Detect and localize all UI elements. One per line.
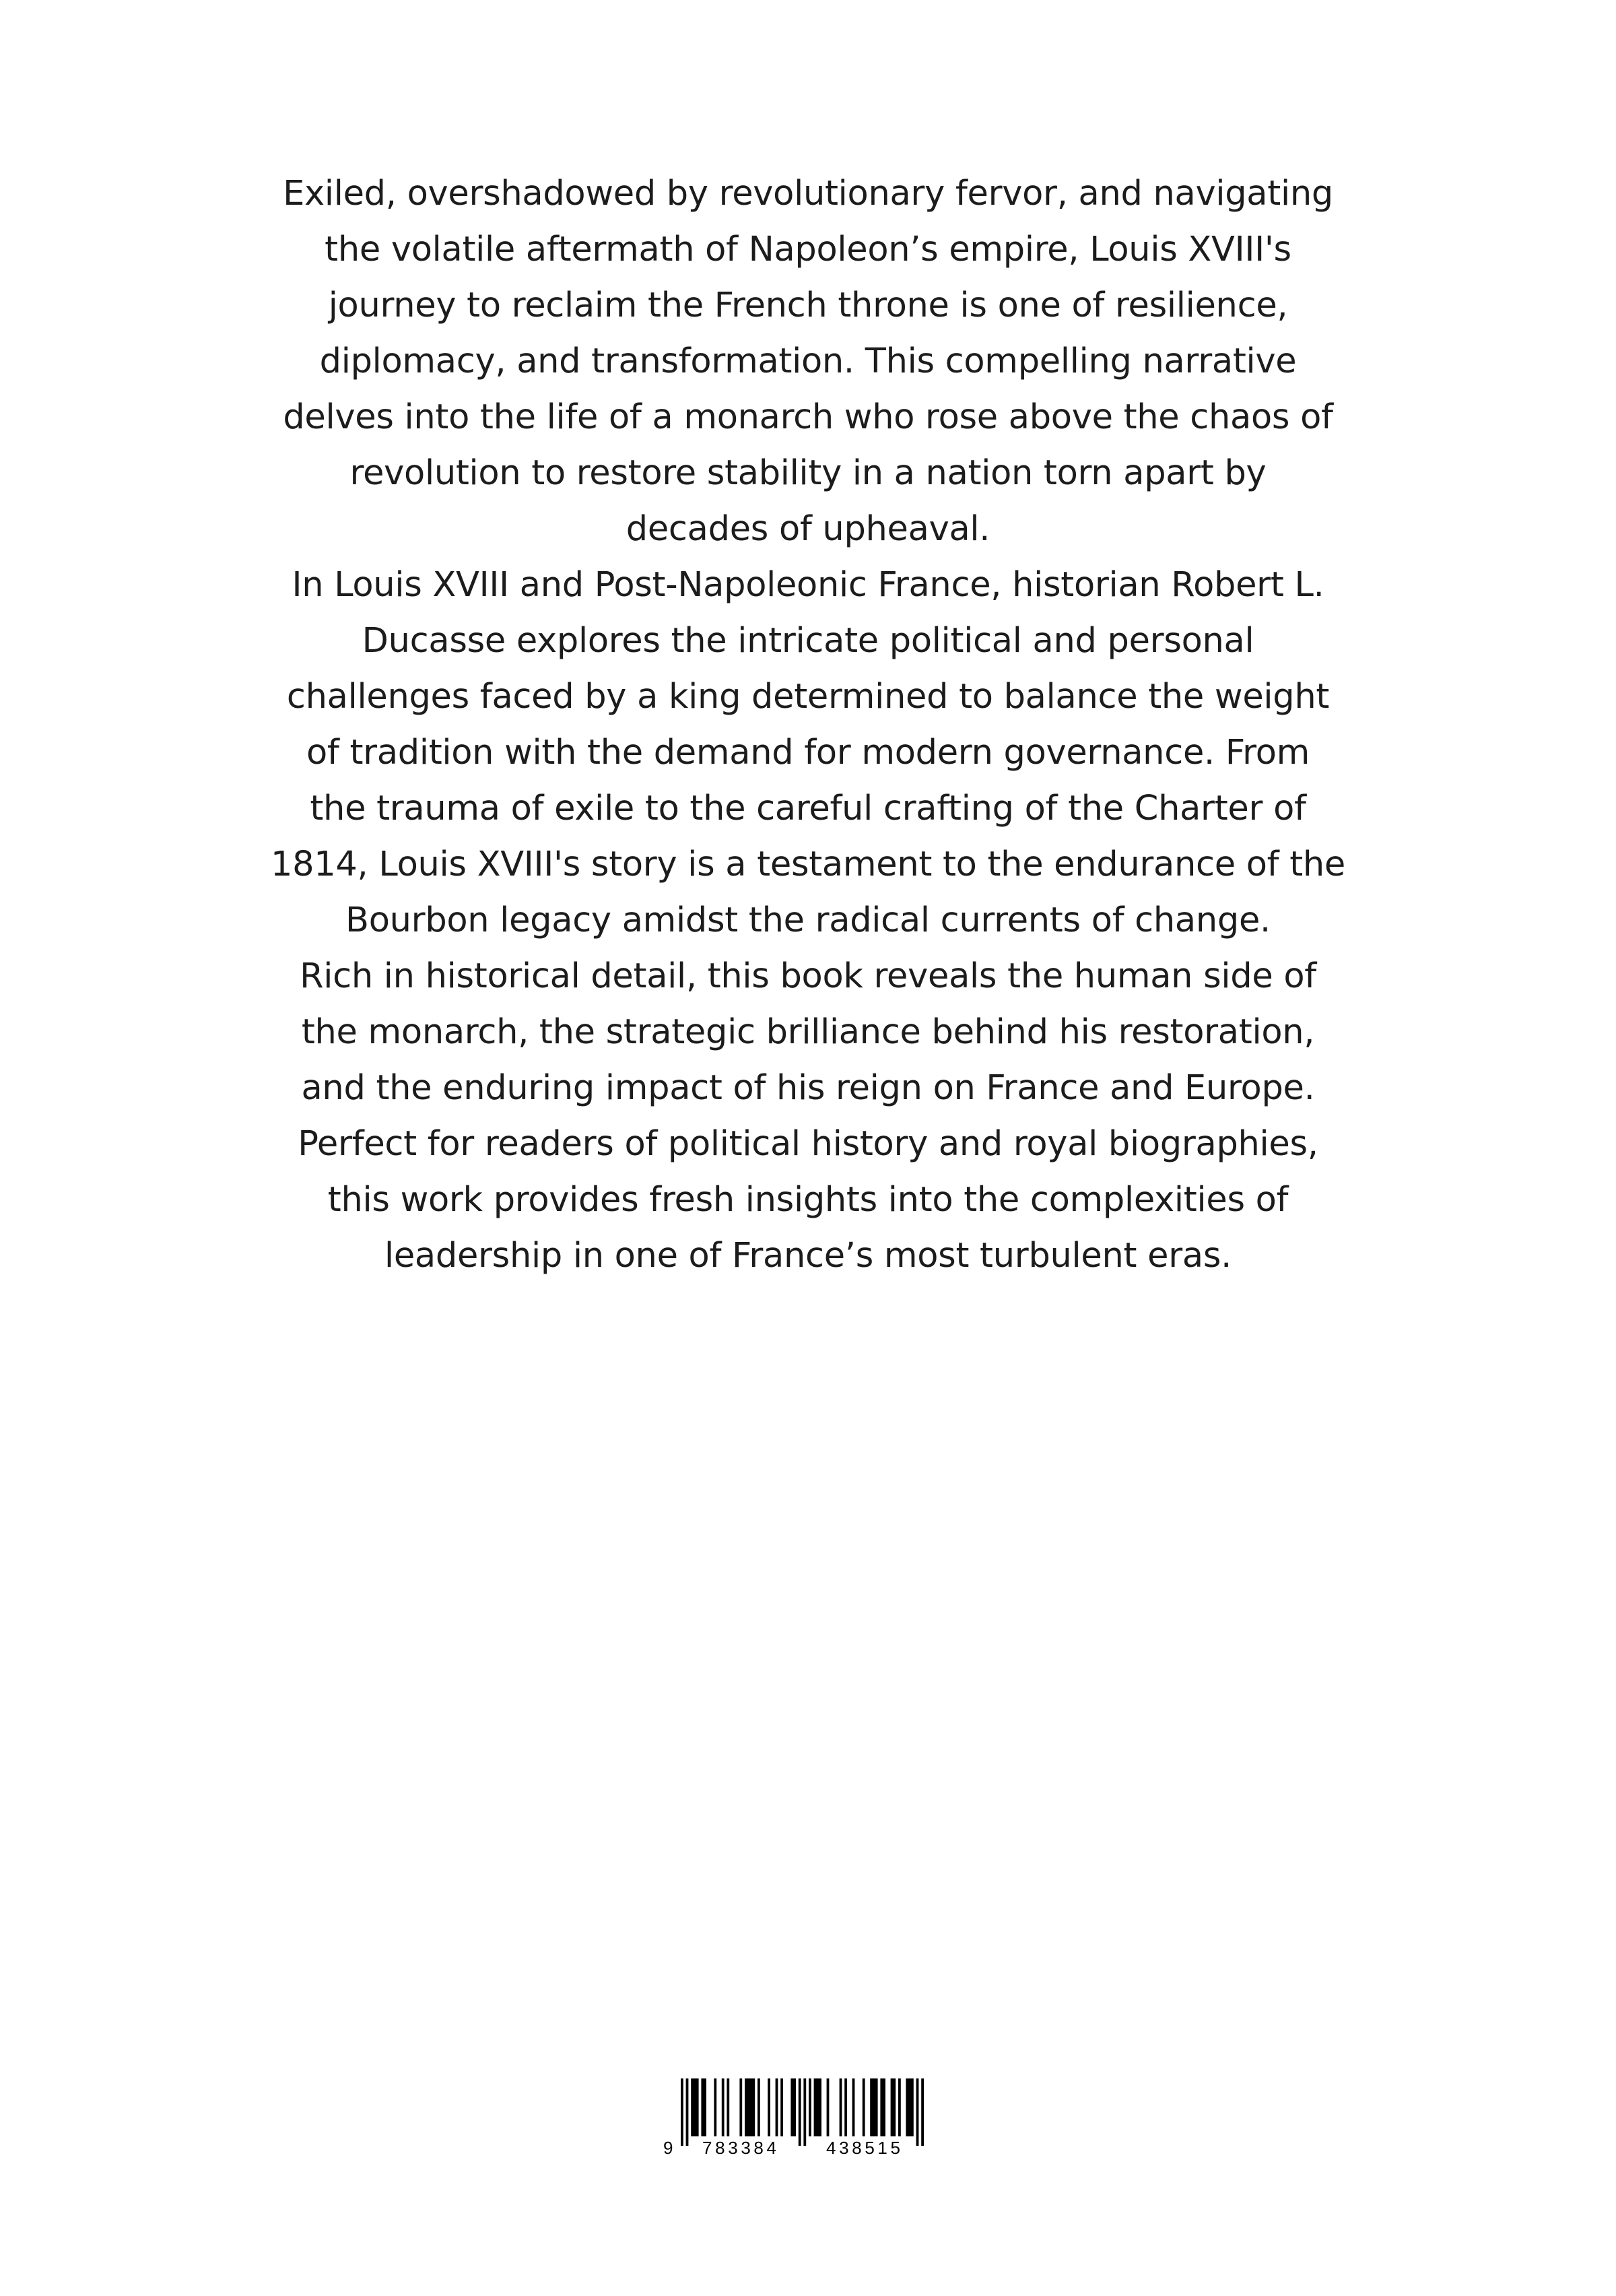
barcode-bar bbox=[722, 2078, 725, 2136]
isbn-barcode bbox=[663, 2076, 953, 2157]
barcode-bar bbox=[701, 2078, 706, 2136]
back-cover-blurb bbox=[162, 166, 1454, 1284]
blurb-line: of tradition with the demand for modern governance. From bbox=[306, 733, 1310, 773]
blurb-line: 1814, Louis XVIII's story is a testament to the endurance of the bbox=[270, 845, 1346, 884]
barcode-bar bbox=[727, 2078, 729, 2136]
blurb-line: the volatile aftermath of Napoleon’s empire, Louis XVIII's bbox=[325, 230, 1291, 269]
blurb-line: this work provides fresh insights into the complexities of bbox=[327, 1180, 1289, 1220]
barcode-bar bbox=[745, 2078, 755, 2136]
barcode-digits-right: 438515 bbox=[826, 2138, 900, 2157]
barcode-bar bbox=[799, 2078, 801, 2146]
barcode-bar bbox=[870, 2078, 877, 2136]
blurb-line: In Louis XVIII and Post-Napoleonic France, historian Robert L. bbox=[292, 565, 1324, 605]
barcode-bar bbox=[844, 2078, 847, 2136]
barcode-bar bbox=[780, 2078, 783, 2136]
barcode-bar bbox=[809, 2078, 811, 2136]
blurb-line: and the enduring impact of his reign on France and Europe. bbox=[301, 1068, 1315, 1108]
barcode-bar bbox=[880, 2078, 885, 2136]
barcode-bar bbox=[891, 2078, 896, 2136]
barcode-digits-left: 783384 bbox=[702, 2138, 776, 2157]
blurb-line: Rich in historical detail, this book reveals the human side of bbox=[300, 956, 1316, 996]
barcode-bar bbox=[739, 2078, 742, 2136]
barcode-bar bbox=[827, 2078, 830, 2136]
barcode-bar bbox=[776, 2078, 778, 2136]
blurb-line: diplomacy, and transformation. This compelling narrative bbox=[319, 341, 1297, 381]
barcode-bar bbox=[803, 2078, 806, 2146]
blurb-line: delves into the life of a monarch who rose above the chaos of bbox=[283, 397, 1333, 437]
barcode-bar bbox=[906, 2078, 913, 2136]
barcode-bar bbox=[790, 2078, 796, 2136]
blurb-line: journey to reclaim the French throne is one of resilience, bbox=[328, 286, 1288, 325]
blurb-line: the trauma of exile to the careful crafting of the Charter of bbox=[310, 789, 1306, 828]
blurb-line: challenges faced by a king determined to balance the weight bbox=[286, 677, 1330, 717]
barcode-bar bbox=[681, 2078, 683, 2146]
barcode-bar bbox=[686, 2078, 689, 2146]
blurb-line: decades of upheaval. bbox=[626, 509, 990, 549]
barcode-bar bbox=[921, 2078, 924, 2146]
barcode-bar bbox=[916, 2078, 919, 2146]
barcode-bar bbox=[768, 2078, 770, 2136]
blurb-line: Perfect for readers of political history and royal biographies, bbox=[298, 1124, 1318, 1164]
barcode-bar bbox=[814, 2078, 821, 2136]
barcode-bar bbox=[758, 2078, 760, 2136]
blurb-line: the monarch, the strategic brilliance behind his restoration, bbox=[301, 1012, 1315, 1052]
barcode-digit-lead: 9 bbox=[663, 2138, 673, 2157]
barcode-bar bbox=[691, 2078, 698, 2136]
barcode-bar bbox=[714, 2078, 716, 2136]
barcode-bar bbox=[898, 2078, 901, 2136]
blurb-line: revolution to restore stability in a nation torn apart by bbox=[349, 453, 1267, 493]
barcode-bar bbox=[840, 2078, 842, 2136]
blurb-line: Exiled, overshadowed by revolutionary fervor, and navigating bbox=[283, 174, 1333, 214]
barcode-bar bbox=[852, 2078, 855, 2136]
barcode-bar bbox=[863, 2078, 865, 2136]
blurb-line: leadership in one of France’s most turbulent eras. bbox=[384, 1236, 1232, 1276]
blurb-line: Bourbon legacy amidst the radical currents of change. bbox=[345, 900, 1271, 940]
barcode-graphic bbox=[663, 2076, 953, 2157]
blurb-line: Ducasse explores the intricate political and personal bbox=[362, 621, 1254, 661]
